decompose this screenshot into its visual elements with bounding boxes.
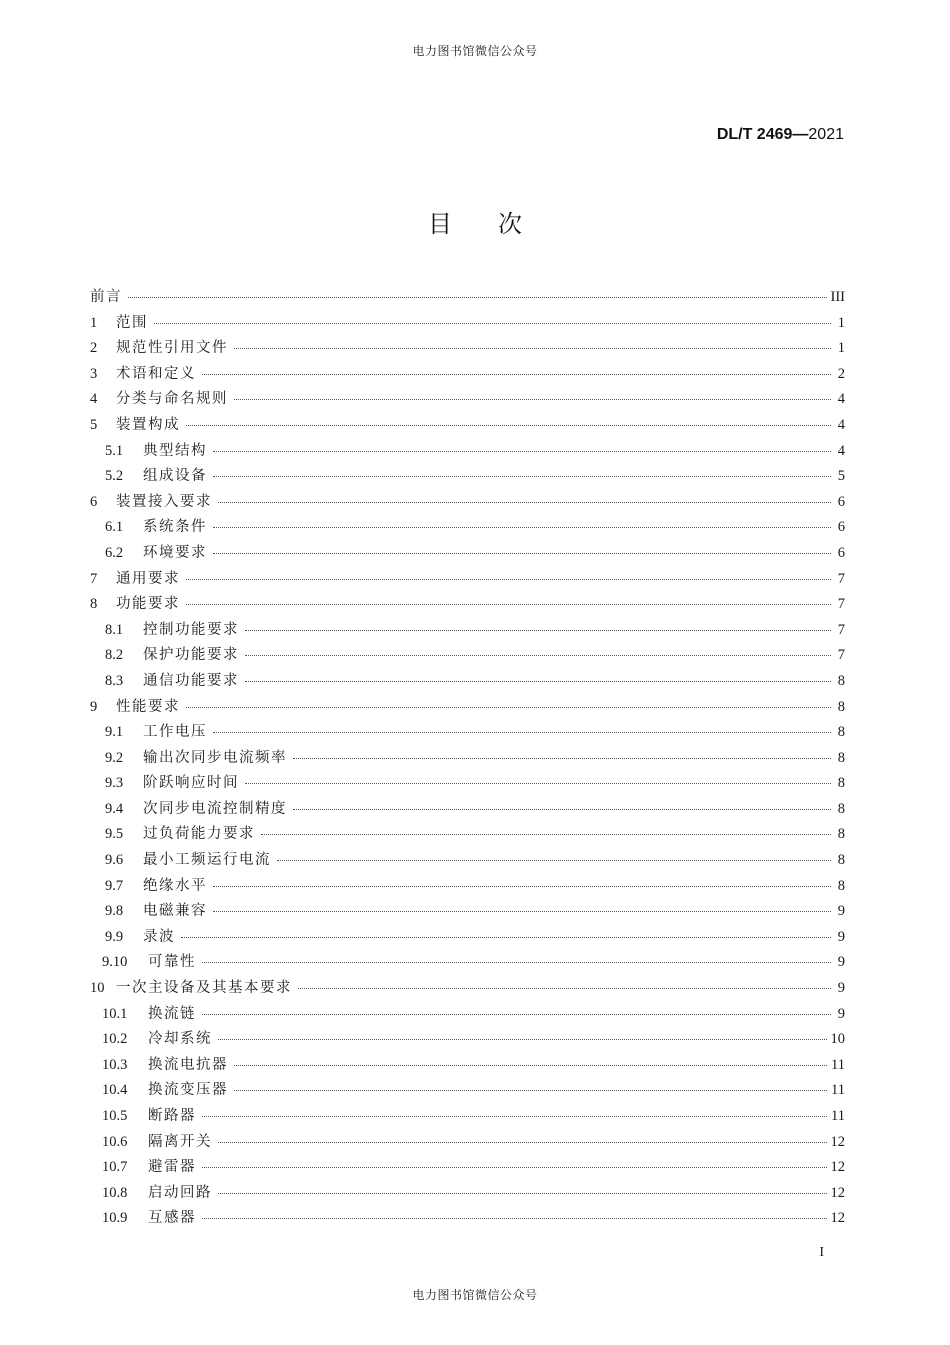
toc-entry-title: 环境要求 bbox=[143, 544, 207, 561]
toc-entry-number: 9.7 bbox=[105, 877, 124, 894]
toc-entry-page: 11 bbox=[831, 1056, 845, 1073]
toc-dot-leader bbox=[186, 425, 831, 426]
toc-dot-leader bbox=[261, 834, 831, 835]
toc-entry-number: 10.5 bbox=[102, 1108, 128, 1124]
toc-dot-leader bbox=[213, 451, 831, 452]
standard-year: 2021 bbox=[808, 126, 844, 143]
toc-entry-page: 8 bbox=[837, 724, 845, 741]
toc-entry-title: 性能要求 bbox=[116, 698, 180, 715]
toc-entry[interactable] bbox=[90, 950, 845, 976]
toc-dot-leader bbox=[218, 502, 831, 503]
toc-entry-page: III bbox=[830, 289, 845, 305]
toc-entry-title: 启动回路 bbox=[148, 1184, 212, 1201]
toc-entry-page: 9 bbox=[837, 954, 845, 971]
toc-entry[interactable] bbox=[90, 592, 845, 618]
toc-entry-page: 8 bbox=[837, 800, 845, 817]
toc-entry-title: 通信功能要求 bbox=[143, 672, 239, 689]
toc-entry-number: 2 bbox=[90, 340, 98, 357]
toc-entry-number: 5.2 bbox=[105, 468, 124, 485]
toc-entry[interactable] bbox=[90, 669, 845, 695]
toc-entry-page: 9 bbox=[837, 980, 845, 997]
toc-dot-leader bbox=[213, 553, 831, 554]
table-of-contents bbox=[90, 285, 845, 1232]
toc-entry-number: 10 bbox=[90, 980, 105, 997]
toc-entry[interactable] bbox=[90, 439, 845, 465]
toc-entry-page: 9 bbox=[837, 1005, 845, 1022]
toc-entry-page: 12 bbox=[830, 1210, 845, 1227]
toc-entry-number: 9.3 bbox=[105, 775, 124, 792]
toc-dot-leader bbox=[218, 1193, 827, 1194]
toc-entry[interactable] bbox=[90, 336, 845, 362]
toc-dot-leader bbox=[154, 323, 831, 324]
toc-entry-title: 组成设备 bbox=[143, 468, 207, 485]
toc-entry-title: 系统条件 bbox=[143, 519, 207, 536]
toc-entry[interactable] bbox=[90, 643, 845, 669]
toc-dot-leader bbox=[202, 374, 831, 375]
toc-entry-number: 10.9 bbox=[102, 1210, 128, 1227]
toc-dot-leader bbox=[186, 579, 831, 580]
toc-entry-page: 4 bbox=[837, 416, 845, 433]
toc-entry[interactable] bbox=[90, 695, 845, 721]
toc-entry-title: 功能要求 bbox=[116, 596, 180, 613]
toc-dot-leader bbox=[298, 988, 831, 989]
toc-dot-leader bbox=[202, 1218, 827, 1219]
toc-dot-leader bbox=[186, 707, 831, 708]
toc-entry-title: 装置接入要求 bbox=[116, 493, 212, 510]
toc-entry-title: 装置构成 bbox=[116, 416, 180, 433]
toc-entry-title: 录波 bbox=[143, 928, 175, 945]
toc-entry-page: 7 bbox=[837, 647, 845, 664]
toc-entry[interactable] bbox=[90, 1002, 845, 1028]
toc-entry-title: 保护功能要求 bbox=[143, 647, 239, 664]
toc-dot-leader bbox=[245, 681, 831, 682]
toc-entry-number: 10.8 bbox=[102, 1184, 128, 1201]
toc-entry-page: 8 bbox=[837, 775, 845, 792]
toc-entry-title: 互感器 bbox=[148, 1210, 196, 1227]
toc-entry[interactable] bbox=[90, 771, 845, 797]
toc-entry[interactable] bbox=[90, 387, 845, 413]
toc-entry-title: 冷却系统 bbox=[148, 1031, 212, 1048]
toc-entry[interactable] bbox=[90, 1155, 845, 1181]
toc-entry-number: 8.2 bbox=[105, 647, 124, 664]
toc-entry-number: 10.3 bbox=[102, 1056, 128, 1073]
toc-entry-title: 最小工频运行电流 bbox=[143, 852, 271, 869]
toc-entry-number: 9.2 bbox=[105, 749, 124, 766]
toc-dot-leader bbox=[213, 527, 831, 528]
toc-entry-page: 8 bbox=[837, 698, 845, 715]
toc-dot-leader bbox=[234, 348, 831, 349]
toc-entry-page: 7 bbox=[837, 621, 845, 638]
toc-entry-page: 8 bbox=[837, 877, 845, 894]
toc-entry-page: 11 bbox=[831, 1082, 845, 1099]
toc-entry[interactable] bbox=[90, 874, 845, 900]
toc-dot-leader bbox=[245, 783, 831, 784]
watermark-bottom: 电力图书馆微信公众号 bbox=[412, 1288, 538, 1302]
toc-entry-page: 12 bbox=[830, 1184, 845, 1201]
toc-entry-number: 10.1 bbox=[102, 1005, 128, 1022]
toc-entry-title: 规范性引用文件 bbox=[116, 340, 228, 357]
toc-entry[interactable] bbox=[90, 1181, 845, 1207]
toc-entry-title: 典型结构 bbox=[143, 442, 207, 459]
toc-entry[interactable] bbox=[90, 1027, 845, 1053]
toc-entry-page: 6 bbox=[837, 493, 845, 510]
toc-dot-leader bbox=[202, 1167, 827, 1168]
page-number: I bbox=[819, 1245, 824, 1260]
toc-entry-title: 换流变压器 bbox=[148, 1082, 228, 1099]
toc-entry-page: 8 bbox=[837, 826, 845, 843]
watermark-top: 电力图书馆微信公众号 bbox=[412, 44, 538, 58]
toc-entry[interactable] bbox=[90, 1130, 845, 1156]
toc-entry[interactable] bbox=[90, 618, 845, 644]
toc-entry-number: 8 bbox=[90, 596, 98, 613]
toc-entry-title: 阶跃响应时间 bbox=[143, 775, 239, 792]
toc-entry[interactable] bbox=[90, 899, 845, 925]
toc-dot-leader bbox=[293, 809, 831, 810]
toc-dot-leader bbox=[213, 732, 831, 733]
toc-entry-number: 8.3 bbox=[105, 672, 124, 689]
toc-entry[interactable] bbox=[90, 746, 845, 772]
toc-entry-number: 9.4 bbox=[105, 800, 124, 817]
toc-entry-page: 4 bbox=[837, 442, 845, 459]
toc-entry-page: 7 bbox=[837, 570, 845, 587]
toc-dot-leader bbox=[245, 630, 831, 631]
toc-dot-leader bbox=[245, 655, 831, 656]
toc-entry-number: 9 bbox=[90, 698, 98, 715]
toc-entry-number: 10.7 bbox=[102, 1159, 128, 1176]
toc-entry-title: 范围 bbox=[116, 314, 148, 331]
toc-entry[interactable] bbox=[90, 1104, 845, 1130]
toc-entry[interactable] bbox=[90, 1206, 845, 1232]
toc-entry-number: 8.1 bbox=[105, 621, 124, 638]
toc-dot-leader bbox=[234, 1065, 827, 1066]
toc-entry-number: 5.1 bbox=[105, 442, 124, 459]
toc-entry-title: 一次主设备及其基本要求 bbox=[116, 980, 292, 997]
toc-entry-title: 输出次同步电流频率 bbox=[143, 749, 287, 766]
toc-entry[interactable] bbox=[90, 464, 845, 490]
toc-entry-page: 1 bbox=[837, 340, 845, 357]
toc-entry[interactable] bbox=[90, 925, 845, 951]
toc-entry-number: 7 bbox=[90, 570, 98, 587]
toc-entry-number: 6.1 bbox=[105, 519, 124, 536]
toc-entry[interactable] bbox=[90, 720, 845, 746]
toc-entry[interactable] bbox=[90, 976, 845, 1002]
toc-dot-leader bbox=[293, 758, 831, 759]
toc-entry[interactable] bbox=[90, 797, 845, 823]
toc-entry-page: 4 bbox=[837, 391, 845, 408]
toc-dot-leader bbox=[213, 886, 831, 887]
toc-entry-number: 9.1 bbox=[105, 724, 124, 741]
toc-entry-page: 7 bbox=[837, 596, 845, 613]
standard-separator: — bbox=[792, 126, 809, 143]
toc-dot-leader bbox=[202, 1014, 831, 1015]
standard-code bbox=[717, 126, 844, 144]
toc-entry[interactable] bbox=[90, 567, 845, 593]
standard-number: DL/T 2469 bbox=[716, 126, 793, 143]
toc-entry[interactable] bbox=[90, 822, 845, 848]
toc-entry-title: 控制功能要求 bbox=[143, 621, 239, 638]
toc-dot-leader bbox=[218, 1142, 827, 1143]
toc-entry-number: 3 bbox=[90, 365, 98, 382]
toc-entry-number: 6 bbox=[90, 493, 98, 510]
toc-entry-title: 换流电抗器 bbox=[148, 1056, 228, 1073]
toc-entry-number: 5 bbox=[90, 416, 98, 433]
toc-entry-page: 11 bbox=[831, 1108, 845, 1124]
toc-entry-page: 5 bbox=[837, 468, 845, 485]
toc-entry-page: 6 bbox=[837, 544, 845, 561]
toc-dot-leader bbox=[218, 1039, 827, 1040]
toc-entry-number: 6.2 bbox=[105, 544, 124, 561]
toc-entry[interactable] bbox=[90, 515, 845, 541]
toc-entry-title: 电磁兼容 bbox=[143, 903, 207, 920]
toc-entry-page: 8 bbox=[837, 672, 845, 689]
toc-entry[interactable] bbox=[90, 490, 845, 516]
toc-entry-title: 前言 bbox=[90, 289, 122, 305]
toc-entry-title: 过负荷能力要求 bbox=[143, 826, 255, 843]
toc-entry-number: 10.2 bbox=[102, 1031, 128, 1048]
toc-entry-number: 10.6 bbox=[102, 1133, 128, 1150]
toc-entry-number: 4 bbox=[90, 391, 98, 408]
toc-entry-number: 9.6 bbox=[105, 852, 124, 869]
toc-entry-number: 9.10 bbox=[102, 954, 128, 971]
toc-entry-title: 分类与命名规则 bbox=[116, 391, 228, 408]
toc-entry-title: 换流链 bbox=[148, 1005, 196, 1022]
toc-entry-title: 避雷器 bbox=[148, 1159, 196, 1176]
toc-dot-leader bbox=[277, 860, 831, 861]
toc-entry[interactable] bbox=[90, 1053, 845, 1079]
toc-entry-page: 1 bbox=[837, 314, 845, 331]
toc-entry-title: 隔离开关 bbox=[148, 1133, 212, 1150]
toc-entry[interactable] bbox=[90, 1078, 845, 1104]
toc-entry-number: 9.9 bbox=[105, 928, 124, 945]
toc-entry[interactable] bbox=[90, 413, 845, 439]
toc-entry-page: 12 bbox=[830, 1159, 845, 1176]
toc-entry-page: 10 bbox=[830, 1031, 845, 1048]
toc-entry-title: 工作电压 bbox=[143, 724, 207, 741]
toc-entry-page: 2 bbox=[837, 365, 845, 382]
toc-entry[interactable] bbox=[90, 541, 845, 567]
toc-dot-leader bbox=[234, 1090, 827, 1091]
toc-entry-number: 9.5 bbox=[105, 826, 124, 843]
toc-entry-title: 次同步电流控制精度 bbox=[143, 800, 287, 817]
toc-entry-number: 1 bbox=[90, 314, 98, 331]
toc-dot-leader bbox=[202, 962, 831, 963]
toc-entry[interactable] bbox=[90, 362, 845, 388]
toc-entry-number: 9.8 bbox=[105, 903, 124, 920]
toc-entry-page: 9 bbox=[837, 903, 845, 920]
toc-dot-leader bbox=[234, 399, 831, 400]
toc-entry-title: 可靠性 bbox=[148, 954, 196, 971]
toc-dot-leader bbox=[213, 911, 831, 912]
toc-entry-page: 8 bbox=[837, 852, 845, 869]
toc-entry-number: 10.4 bbox=[102, 1082, 128, 1099]
toc-dot-leader bbox=[181, 937, 831, 938]
toc-entry-page: 6 bbox=[837, 519, 845, 536]
toc-entry-title: 术语和定义 bbox=[116, 365, 196, 382]
toc-dot-leader bbox=[128, 297, 827, 298]
toc-dot-leader bbox=[202, 1116, 827, 1117]
toc-entry[interactable] bbox=[90, 311, 845, 337]
toc-dot-leader bbox=[186, 604, 831, 605]
toc-title: 目次 bbox=[428, 210, 568, 238]
toc-entry-page: 12 bbox=[830, 1133, 845, 1150]
toc-entry-title: 绝缘水平 bbox=[143, 877, 207, 894]
toc-entry[interactable] bbox=[90, 285, 845, 311]
toc-entry-title: 断路器 bbox=[148, 1108, 196, 1124]
toc-entry[interactable] bbox=[90, 848, 845, 874]
toc-entry-page: 8 bbox=[837, 749, 845, 766]
toc-dot-leader bbox=[213, 476, 831, 477]
toc-entry-title: 通用要求 bbox=[116, 570, 180, 587]
toc-entry-page: 9 bbox=[837, 928, 845, 945]
